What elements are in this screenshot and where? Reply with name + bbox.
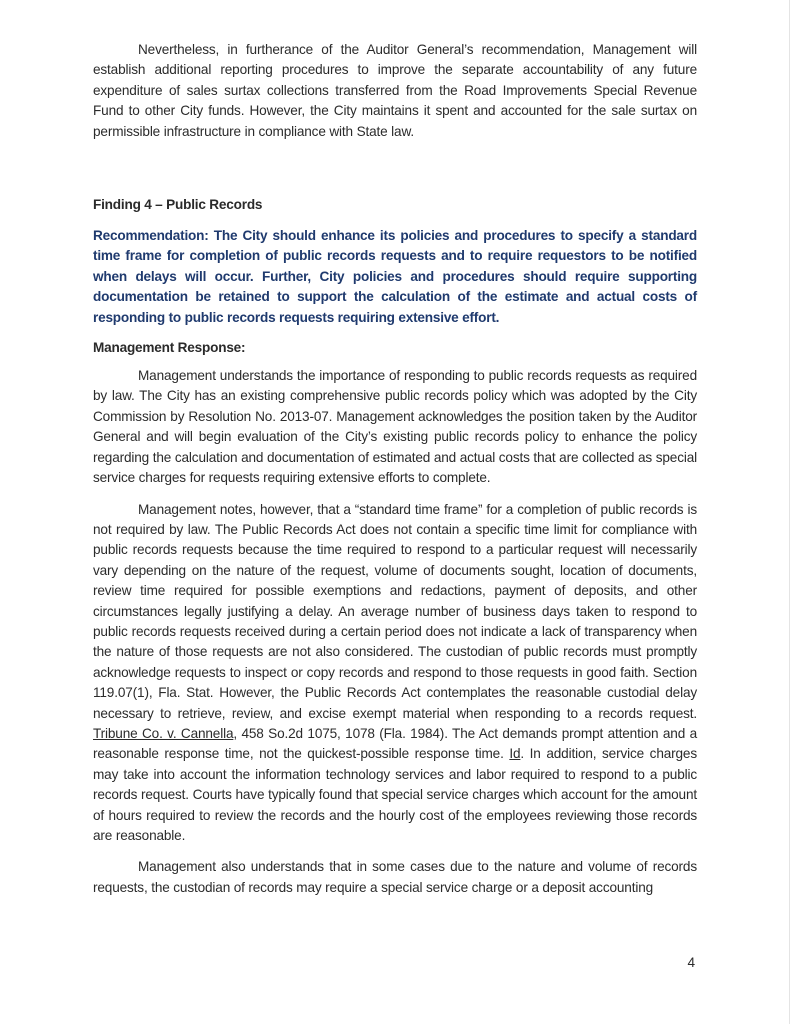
paragraph-2-text-part-1: Management notes, however, that a “standard time frame” for a completion of public records is not required by law. The Public Records Act does not contain a specific time limit for compliance with public records requests because the time required to respond to a particular request will necessarily vary depending on the nature of the request, volume of documents sought, location of documents, review time required for possible exemptions and redactions, payment of deposits, and other circumstances legally justifying a delay. An average number of business days taken to respond to public records requests received during a certain period does not indicate a lack of transparency when the nature of those requests are not also considered. The custodian of public records must promptly acknowledge requests to inspect or copy records and respond to those requests in good faith. Section 119.07(1), Fla. Stat. However, the Public Records Act contemplates the reasonable custodial delay necessary to retrieve, review, and excise exempt material when responding to a records request. [93,501,697,721]
paragraph-2-text-part-3: . In addition, service charges may take into account the information technology services and labor required to respond to a public records request. Courts have typically found that special service charges which account for the amount of hours required to review the records and the hourly cost of the employees reviewing those records are reasonable. [93,746,697,843]
case-citation: Tribune Co. v. Cannella [93,725,234,741]
paragraph-2-text-part-2: , 458 So.2d 1075, 1078 (Fla. 1984). The Act demands prompt attention and a reasonable response time, not the quickest-possible response time. [93,725,697,762]
document-body [93,40,697,898]
management-response-heading: Management Response: [93,340,246,356]
response-paragraph-1: Management understands the importance of responding to public records requests as required by law. The City has an existing comprehensive public records policy which was adopted by the City Commission by Resolution No. 2013-07. Management acknowledges the position taken by the Auditor General and will begin evaluation of the City’s existing public records policy to enhance the policy regarding the calculation and documentation of estimated and actual costs that are collected as special service charges for requests requiring extensive efforts to complete. [93,368,697,486]
intro-paragraph: Nevertheless, in furtherance of the Auditor General’s recommendation, Management will establish additional reporting procedures to improve the separate accountability of any future expenditure of sales surtax collections transferred from the Road Improvements Special Revenue Fund to other City funds. However, the City maintains it spent and accounted for the sale surtax on permissible infrastructure in compliance with State law. [93,42,697,139]
page-number: 4 [687,955,695,970]
page-edge [789,0,790,1024]
response-paragraph-2 [93,500,697,847]
recommendation-text: Recommendation: The City should enhance its policies and procedures to specify a standard time frame for completion of public records requests and to require requestors to be notified when delays will occur. Further, City policies and procedures should require supporting documentation be retained to support the calculation of the estimate and actual costs of responding to public records requests requiring extensive effort. [93,228,697,325]
response-paragraph-3: Management also understands that in some cases due to the nature and volume of records requests, the custodian of records may require a special service charge or a deposit accounting [93,859,697,895]
finding-heading: Finding 4 – Public Records [93,197,263,213]
id-citation: Id [509,746,521,762]
